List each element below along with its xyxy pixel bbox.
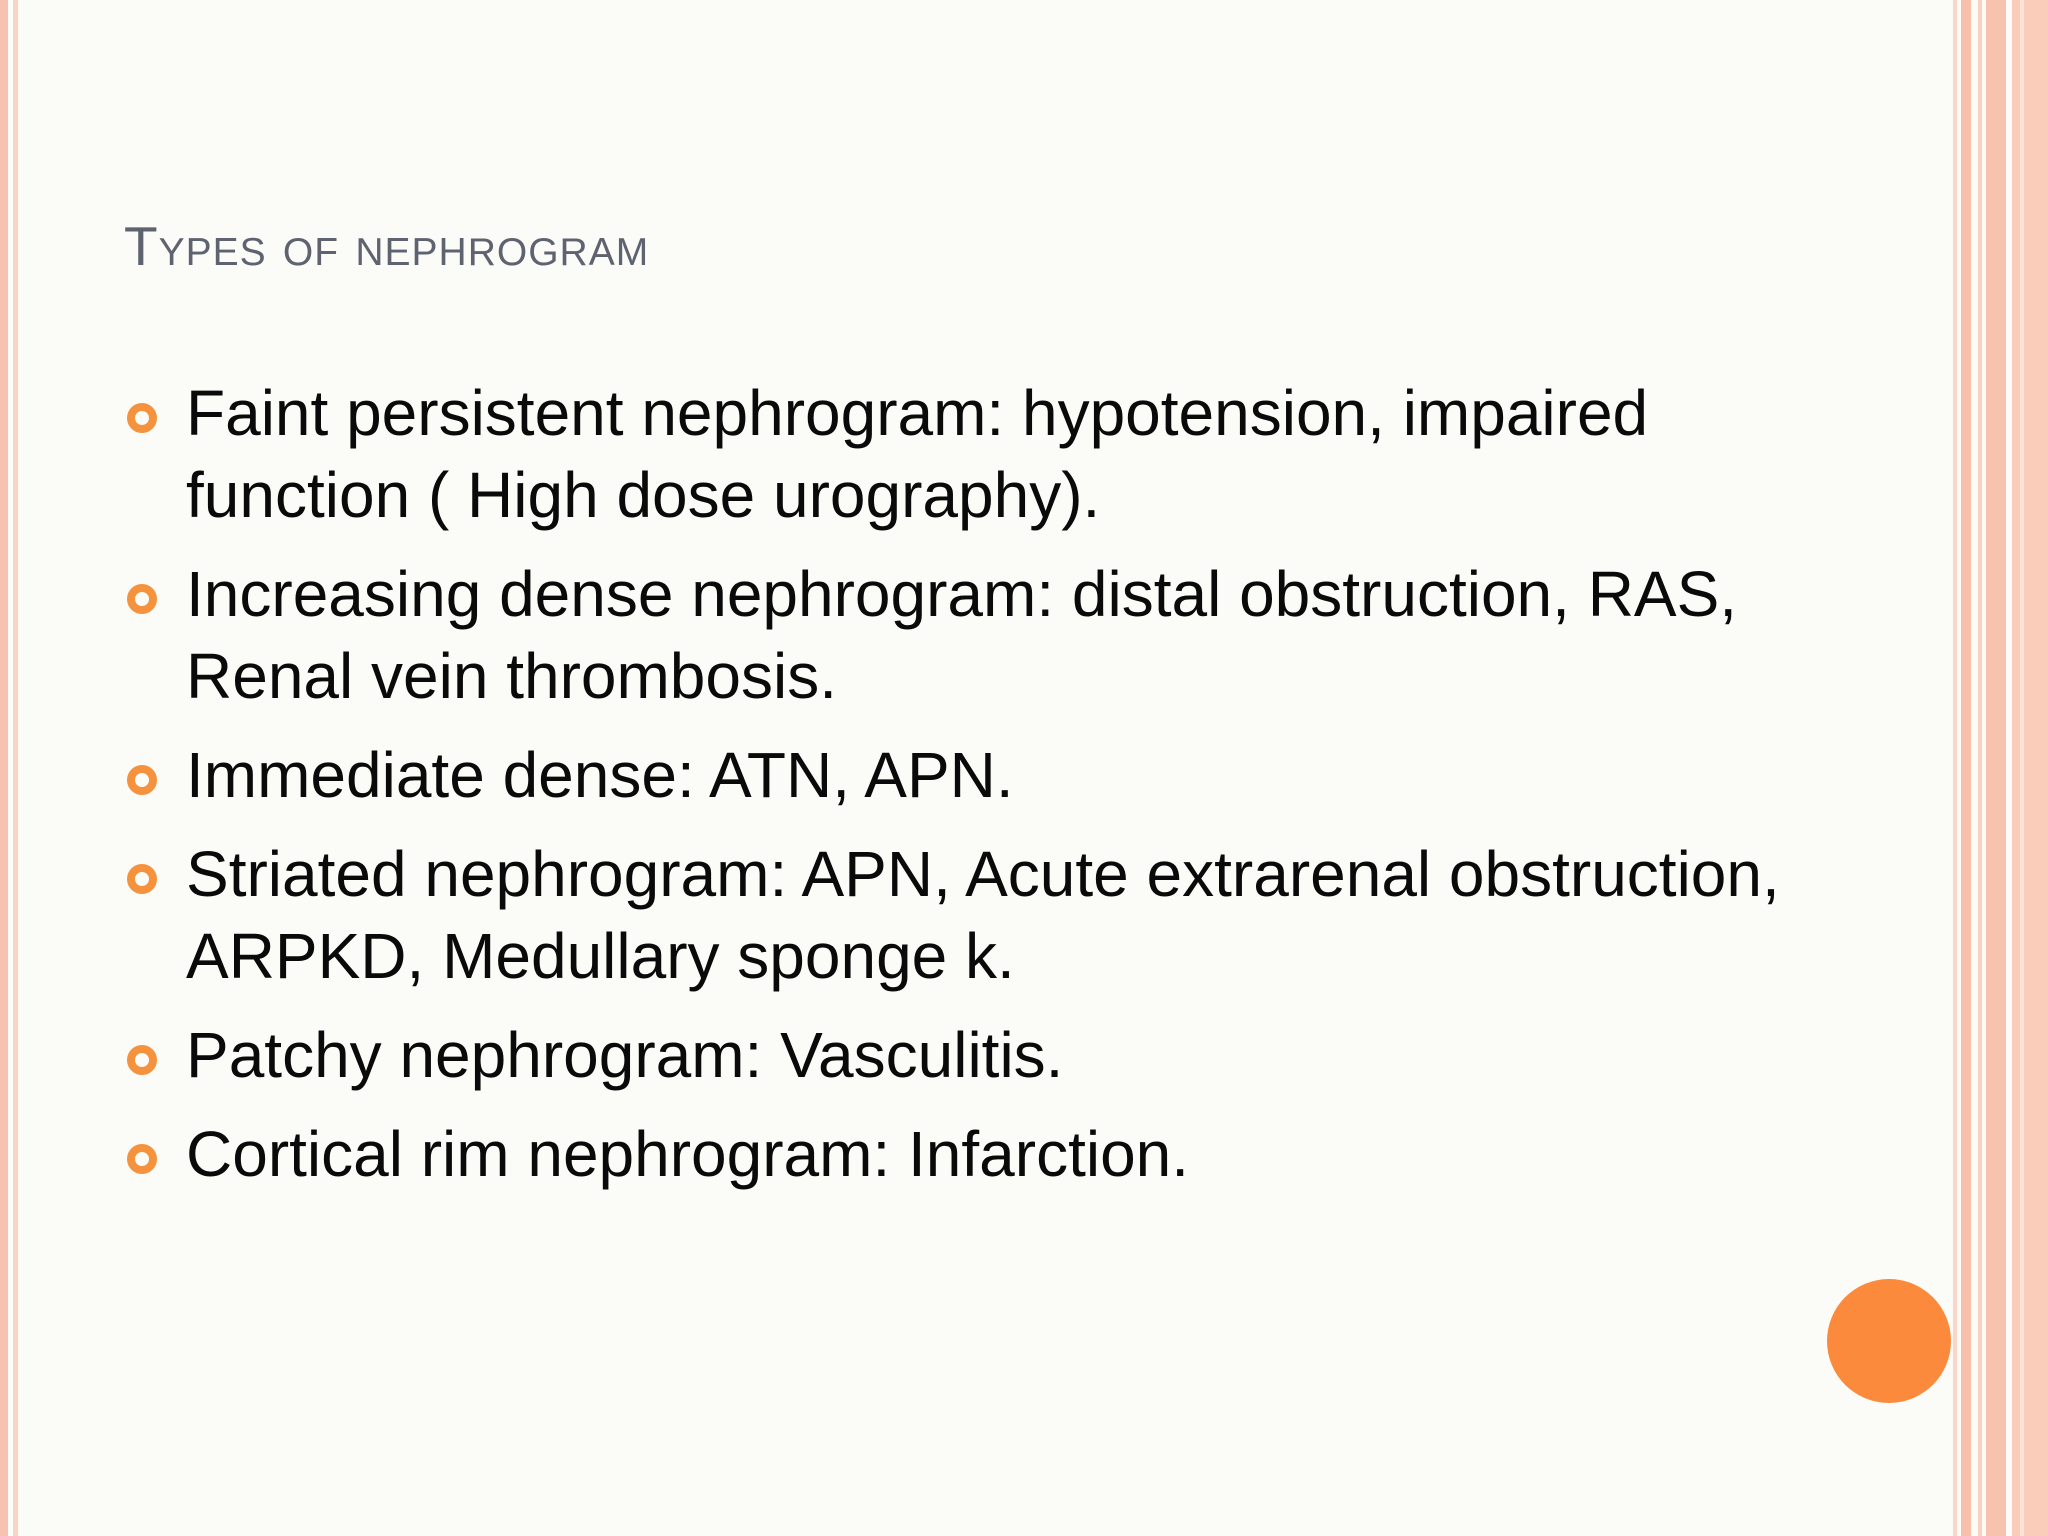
- circle-bullet-icon: [127, 765, 157, 795]
- bullet-item: [124, 553, 1844, 717]
- circle-bullet-icon: [127, 864, 157, 894]
- slide-title: Types of nephrogram: [124, 215, 650, 277]
- bullet-item: [124, 372, 1844, 536]
- bullet-text: Faint persistent nephrogram: hypotension, impaired function ( High dose urography).: [186, 377, 1649, 531]
- left-border-stripe: [0, 0, 8, 1536]
- bullet-text: Patchy nephrogram: Vasculitis.: [186, 1019, 1064, 1091]
- right-border-stripe: [1986, 0, 2006, 1536]
- bullet-list: [124, 372, 1844, 1212]
- orange-circle-decoration: [1827, 1279, 1951, 1403]
- bullet-text: Striated nephrogram: APN, Acute extrarenal obstruction, ARPKD, Medullary sponge k.: [186, 838, 1780, 992]
- bullet-item: [124, 1014, 1844, 1096]
- right-border-stripe: [2012, 0, 2048, 1536]
- left-border-stripe-thin: [13, 0, 18, 1536]
- right-border-stripe: [2020, 0, 2024, 1536]
- circle-bullet-icon: [127, 584, 157, 614]
- circle-bullet-icon: [127, 403, 157, 433]
- bullet-item: [124, 1113, 1844, 1195]
- circle-bullet-icon: [127, 1045, 157, 1075]
- bullet-item: [124, 833, 1844, 997]
- right-border-stripe: [1978, 0, 1982, 1536]
- bullet-text: Increasing dense nephrogram: distal obstruction, RAS, Renal vein thrombosis.: [186, 558, 1738, 712]
- right-border-stripe: [1953, 0, 1957, 1536]
- bullet-item: [124, 734, 1844, 816]
- bullet-text: Immediate dense: ATN, APN.: [186, 739, 1014, 811]
- right-border-stripe: [1961, 0, 1971, 1536]
- bullet-text: Cortical rim nephrogram: Infarction.: [186, 1118, 1190, 1190]
- circle-bullet-icon: [127, 1144, 157, 1174]
